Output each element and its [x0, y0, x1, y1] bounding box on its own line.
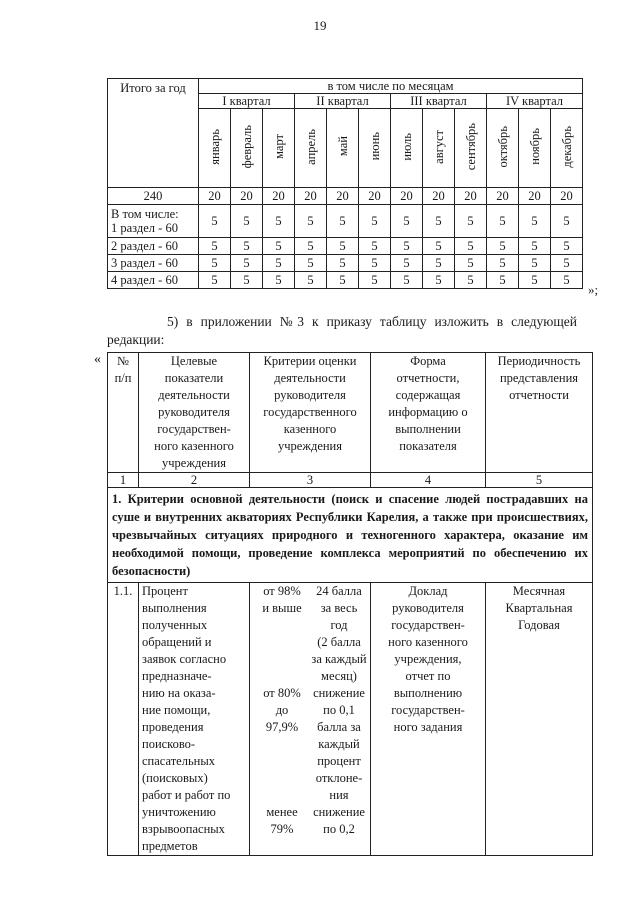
quarter-2: II квартал — [295, 94, 391, 109]
table-cell: 20 — [551, 188, 583, 205]
table-cell: 5 — [231, 205, 263, 238]
table-cell: 5 — [359, 272, 391, 289]
month-header — [487, 109, 519, 188]
table-cell: 5 — [295, 205, 327, 238]
row-label — [108, 205, 199, 238]
criteria-table — [107, 352, 593, 856]
table-cell: 5 — [519, 205, 551, 238]
table-cell: 5 — [391, 255, 423, 272]
table-cell: 5 — [551, 255, 583, 272]
table-cell: 5 — [423, 205, 455, 238]
indicator-cell: Процент выполнения полученных обращений и заявок согласно предназначе- нию на оказа- ние помощи, проведения поисково- спасательных (поисковых) работ и работ по уничтожению взрывоопасных предметов — [139, 583, 250, 856]
section-heading: 1. Критерии основной деятельности (поиск и спасение людей пострадавших на суше и внутренних акваториях Республики Карелия, а также при происшествиях, чрезвычайных ситуациях природного и техногенного характера, оказание им необходимой помощи, проведение комплекса мероприятий по обеспечению их безопасности) — [108, 488, 593, 583]
table-cell: 5 — [391, 205, 423, 238]
table-cell: 5 — [391, 238, 423, 255]
table-row — [108, 238, 583, 255]
table-cell: 5 — [199, 272, 231, 289]
month-label: июль — [399, 132, 414, 161]
criteria-block-3 — [253, 804, 367, 838]
month-header — [359, 109, 391, 188]
header-indicators: Целевые показатели деятельности руководителя государствен- ного казенного учреждения — [139, 353, 250, 473]
paragraph-text: 5) в приложении №3 к приказу таблицу изложить в следующей редакции: — [107, 314, 577, 347]
month-label: февраль — [239, 124, 254, 169]
table-cell: 20 — [519, 188, 551, 205]
table-cell: 20 — [199, 188, 231, 205]
table-cell: 20 — [423, 188, 455, 205]
table-row — [108, 272, 583, 289]
table-cell: 5 — [263, 272, 295, 289]
threshold-1: от 98% и выше — [262, 584, 302, 615]
table-cell: 5 — [327, 205, 359, 238]
table-cell: 5 — [231, 238, 263, 255]
table-cell: 5 — [551, 205, 583, 238]
month-label: ноябрь — [527, 128, 542, 165]
table-cell: 20 — [487, 188, 519, 205]
row-number: 1.1. — [108, 583, 139, 856]
table-cell: 5 — [359, 255, 391, 272]
table-cell: 5 — [263, 238, 295, 255]
table-cell: 5 — [455, 205, 487, 238]
month-label: май — [335, 136, 350, 157]
criteria-block-2 — [253, 685, 367, 804]
row-label: 2 раздел - 60 — [108, 238, 199, 255]
table-row — [108, 255, 583, 272]
month-header — [199, 109, 231, 188]
row-label: 4 раздел - 60 — [108, 272, 199, 289]
table-cell: 5 — [263, 255, 295, 272]
col-number-4: 4 — [371, 473, 486, 488]
table-cell: 5 — [295, 272, 327, 289]
table-cell: 5 — [359, 205, 391, 238]
month-header — [551, 109, 583, 188]
table-cell: 5 — [199, 205, 231, 238]
score-1: 24 балла за весь год (2 балла за каждый месяц) — [311, 584, 367, 683]
table-cell: 5 — [455, 272, 487, 289]
table-cell: 5 — [519, 272, 551, 289]
table-cell: 5 — [423, 255, 455, 272]
month-label: август — [431, 129, 446, 164]
table-cell: 5 — [295, 238, 327, 255]
table-cell: 5 — [455, 255, 487, 272]
month-label: сентябрь — [463, 122, 478, 171]
month-header — [327, 109, 359, 188]
row-label-line: 1 раздел - 60 — [111, 221, 178, 235]
month-header — [295, 109, 327, 188]
row-label: 3 раздел - 60 — [108, 255, 199, 272]
table-cell: 20 — [391, 188, 423, 205]
score-2: снижение по 0,1 балла за каждый процент отклоне- ния — [313, 686, 365, 802]
year-total-header: Итого за год — [108, 79, 199, 188]
table-cell: 20 — [455, 188, 487, 205]
table-cell: 5 — [263, 205, 295, 238]
month-label: октябрь — [495, 125, 510, 168]
header-periodicity: Периодичность представления отчетности — [486, 353, 593, 473]
header-report-form: Форма отчетности, содержащая информацию о выполнении показателя — [371, 353, 486, 473]
table-cell: 5 — [199, 238, 231, 255]
table-cell: 5 — [199, 255, 231, 272]
closing-quote: »; — [588, 282, 599, 297]
col-number-3: 3 — [250, 473, 371, 488]
table-cell: 5 — [423, 238, 455, 255]
threshold-3: менее 79% — [266, 805, 298, 836]
month-label: декабрь — [559, 125, 574, 168]
month-header — [423, 109, 455, 188]
table-cell: 5 — [231, 272, 263, 289]
table-cell: 5 — [551, 272, 583, 289]
periodicity-cell: Месячная Квартальная Годовая — [486, 583, 593, 856]
col-number-5: 5 — [486, 473, 593, 488]
paragraph-5 — [107, 313, 577, 349]
opening-quote: « — [94, 352, 101, 367]
table-cell: 20 — [231, 188, 263, 205]
page-number: 19 — [313, 18, 327, 33]
table-cell: 5 — [359, 238, 391, 255]
table-cell: 5 — [487, 255, 519, 272]
report-form-cell: Доклад руководителя государствен- ного казенного учреждения, отчет по выполнению государствен- ного задания — [371, 583, 486, 856]
table-cell: 5 — [487, 238, 519, 255]
table-cell: 5 — [487, 272, 519, 289]
score-3: снижение по 0,2 — [313, 805, 365, 836]
table-cell: 5 — [423, 272, 455, 289]
monthly-plan-table — [107, 78, 583, 289]
month-label: апрель — [303, 128, 318, 165]
quarter-4: IV квартал — [487, 94, 583, 109]
row-label: 240 — [108, 188, 199, 205]
col-number-2: 2 — [139, 473, 250, 488]
col-number-1: 1 — [108, 473, 139, 488]
table-cell: 5 — [327, 255, 359, 272]
table-cell: 5 — [391, 272, 423, 289]
month-header — [391, 109, 423, 188]
month-label: июнь — [367, 132, 382, 161]
table-cell: 5 — [327, 238, 359, 255]
month-label: январь — [207, 128, 222, 165]
table-cell: 20 — [359, 188, 391, 205]
table-cell: 5 — [295, 255, 327, 272]
quarter-1: I квартал — [199, 94, 295, 109]
table-cell: 20 — [263, 188, 295, 205]
table-cell: 20 — [327, 188, 359, 205]
table-row — [108, 205, 583, 238]
table-cell: 5 — [455, 238, 487, 255]
month-header — [519, 109, 551, 188]
month-header — [231, 109, 263, 188]
month-header — [455, 109, 487, 188]
table-cell: 5 — [327, 272, 359, 289]
threshold-2: от 80% до 97,9% — [263, 686, 301, 734]
table-row — [108, 188, 583, 205]
criteria-block-1 — [253, 583, 367, 685]
months-header: в том числе по месяцам — [199, 79, 583, 94]
quarter-3: III квартал — [391, 94, 487, 109]
table-cell: 20 — [295, 188, 327, 205]
month-header — [263, 109, 295, 188]
month-label: март — [271, 134, 286, 159]
header-criteria: Критерии оценки деятельности руководителя государственного казенного учреждения — [250, 353, 371, 473]
table-cell: 5 — [551, 238, 583, 255]
row-label-line: В том числе: — [111, 207, 179, 221]
table-cell: 5 — [519, 238, 551, 255]
criteria-cell — [250, 583, 371, 856]
table-cell: 5 — [231, 255, 263, 272]
table-cell: 5 — [487, 205, 519, 238]
table-cell: 5 — [519, 255, 551, 272]
header-number: № п/п — [108, 353, 139, 473]
